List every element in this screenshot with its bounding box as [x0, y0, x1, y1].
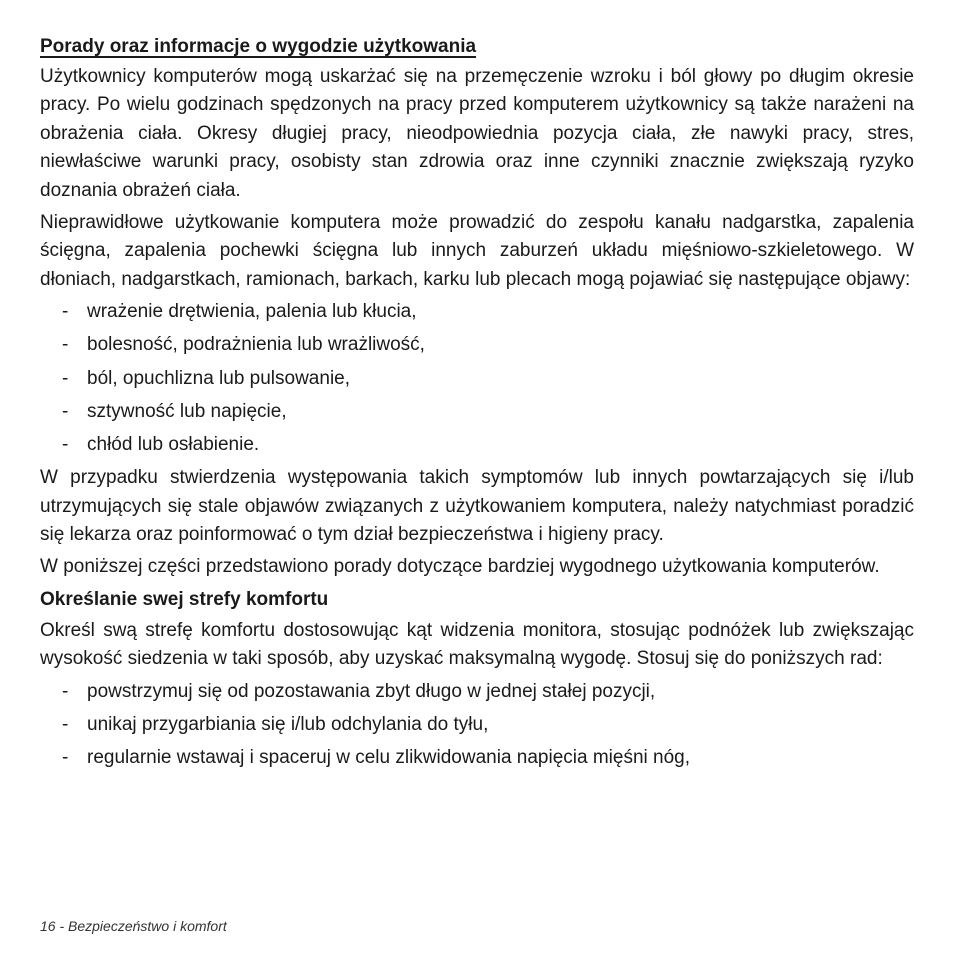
dash-bullet: -	[62, 434, 69, 455]
dash-bullet: -	[62, 367, 69, 389]
comfort-tips-list	[40, 678, 914, 772]
list-item-text: ból, opuchlizna lub pulsowanie,	[87, 367, 351, 389]
list-item-text: chłód lub osłabienie.	[87, 434, 260, 455]
list-item-text: sztywność lub napięcie,	[87, 400, 287, 422]
list-item-text: regularnie wstawaj i spaceruj w celu zlikwidowania napięcia mięśni nóg,	[87, 747, 691, 768]
section-heading-comfort-tips: Porady oraz informacje o wygodzie użytkowania	[40, 36, 477, 57]
dash-bullet: -	[62, 680, 69, 702]
dash-bullet: -	[62, 400, 69, 422]
list-item-text: wrażenie drętwienia, palenia lub kłucia,	[87, 301, 417, 323]
list-item	[40, 744, 914, 772]
list-item	[40, 398, 914, 426]
intro-paragraph: Użytkownicy komputerów mogą uskarżać się na przemęczenie wzroku i ból głowy po długim okresie pracy. Po wielu godzinach spędzonych na pracy przed komputerem użytkownicy są także narażeni na obrażenia ciała. Okresy długiej pracy, nieodpowiednia pozycja ciała, złe nawyki pracy, stres, niewłaściwe warunki pracy, osobisty stan zdrowia oraz inne czynniki znacznie zwiększają ryzyko doznania obrażeń ciała.	[40, 66, 914, 201]
list-item	[40, 298, 914, 326]
subsection-heading-comfort-zone: Określanie swej strefy komfortu	[40, 588, 329, 610]
list-item-text: bolesność, podrażnienia lub wrażliwość,	[87, 334, 425, 356]
list-item	[40, 678, 914, 706]
dash-bullet: -	[62, 301, 69, 323]
dash-bullet: -	[62, 334, 69, 356]
consult-doctor-paragraph: W przypadku stwierdzenia występowania takich symptomów lub innych powtarzających się i/lub utrzymujących się stale objawów związanych z użytkowaniem komputera, należy natychmiast poradzić się lekarza oraz poinformować o tym dział bezpieczeństwa i higieny pracy.	[40, 467, 914, 545]
dash-bullet: -	[62, 713, 69, 735]
advice-intro-paragraph: W poniższej części przedstawiono porady dotyczące bardziej wygodnego użytkowania komputerów.	[40, 556, 880, 578]
dash-bullet: -	[62, 747, 69, 768]
list-item	[40, 331, 914, 359]
disorders-paragraph: Nieprawidłowe użytkowanie komputera może prowadzić do zespołu kanału nadgarstka, zapalenia ścięgna, zapalenia pochewki ścięgna lub innych zaburzeń układu mięśniowo-szkieletowego. W dłoniach, nadgarstkach, ramionach, barkach, karku lub plecach mogą pojawiać się następujące objawy:	[40, 212, 914, 290]
list-item-text: unikaj przygarbiania się i/lub odchylania do tyłu,	[87, 713, 489, 735]
list-item	[40, 365, 914, 393]
document-page	[40, 33, 914, 777]
symptoms-list	[40, 298, 914, 459]
list-item-text: powstrzymuj się od pozostawania zbyt długo w jednej stałej pozycji,	[87, 680, 656, 702]
list-item	[40, 711, 914, 739]
list-item	[40, 431, 914, 459]
comfort-zone-paragraph: Określ swą strefę komfortu dostosowując kąt widzenia monitora, stosując podnóżek lub zwiększając wysokość siedzenia w taki sposób, aby uzyskać maksymalną wygodę. Stosuj się do poniższych rad:	[40, 619, 914, 670]
page-footer: 16 - Bezpieczeństwo i komfort	[40, 918, 227, 934]
